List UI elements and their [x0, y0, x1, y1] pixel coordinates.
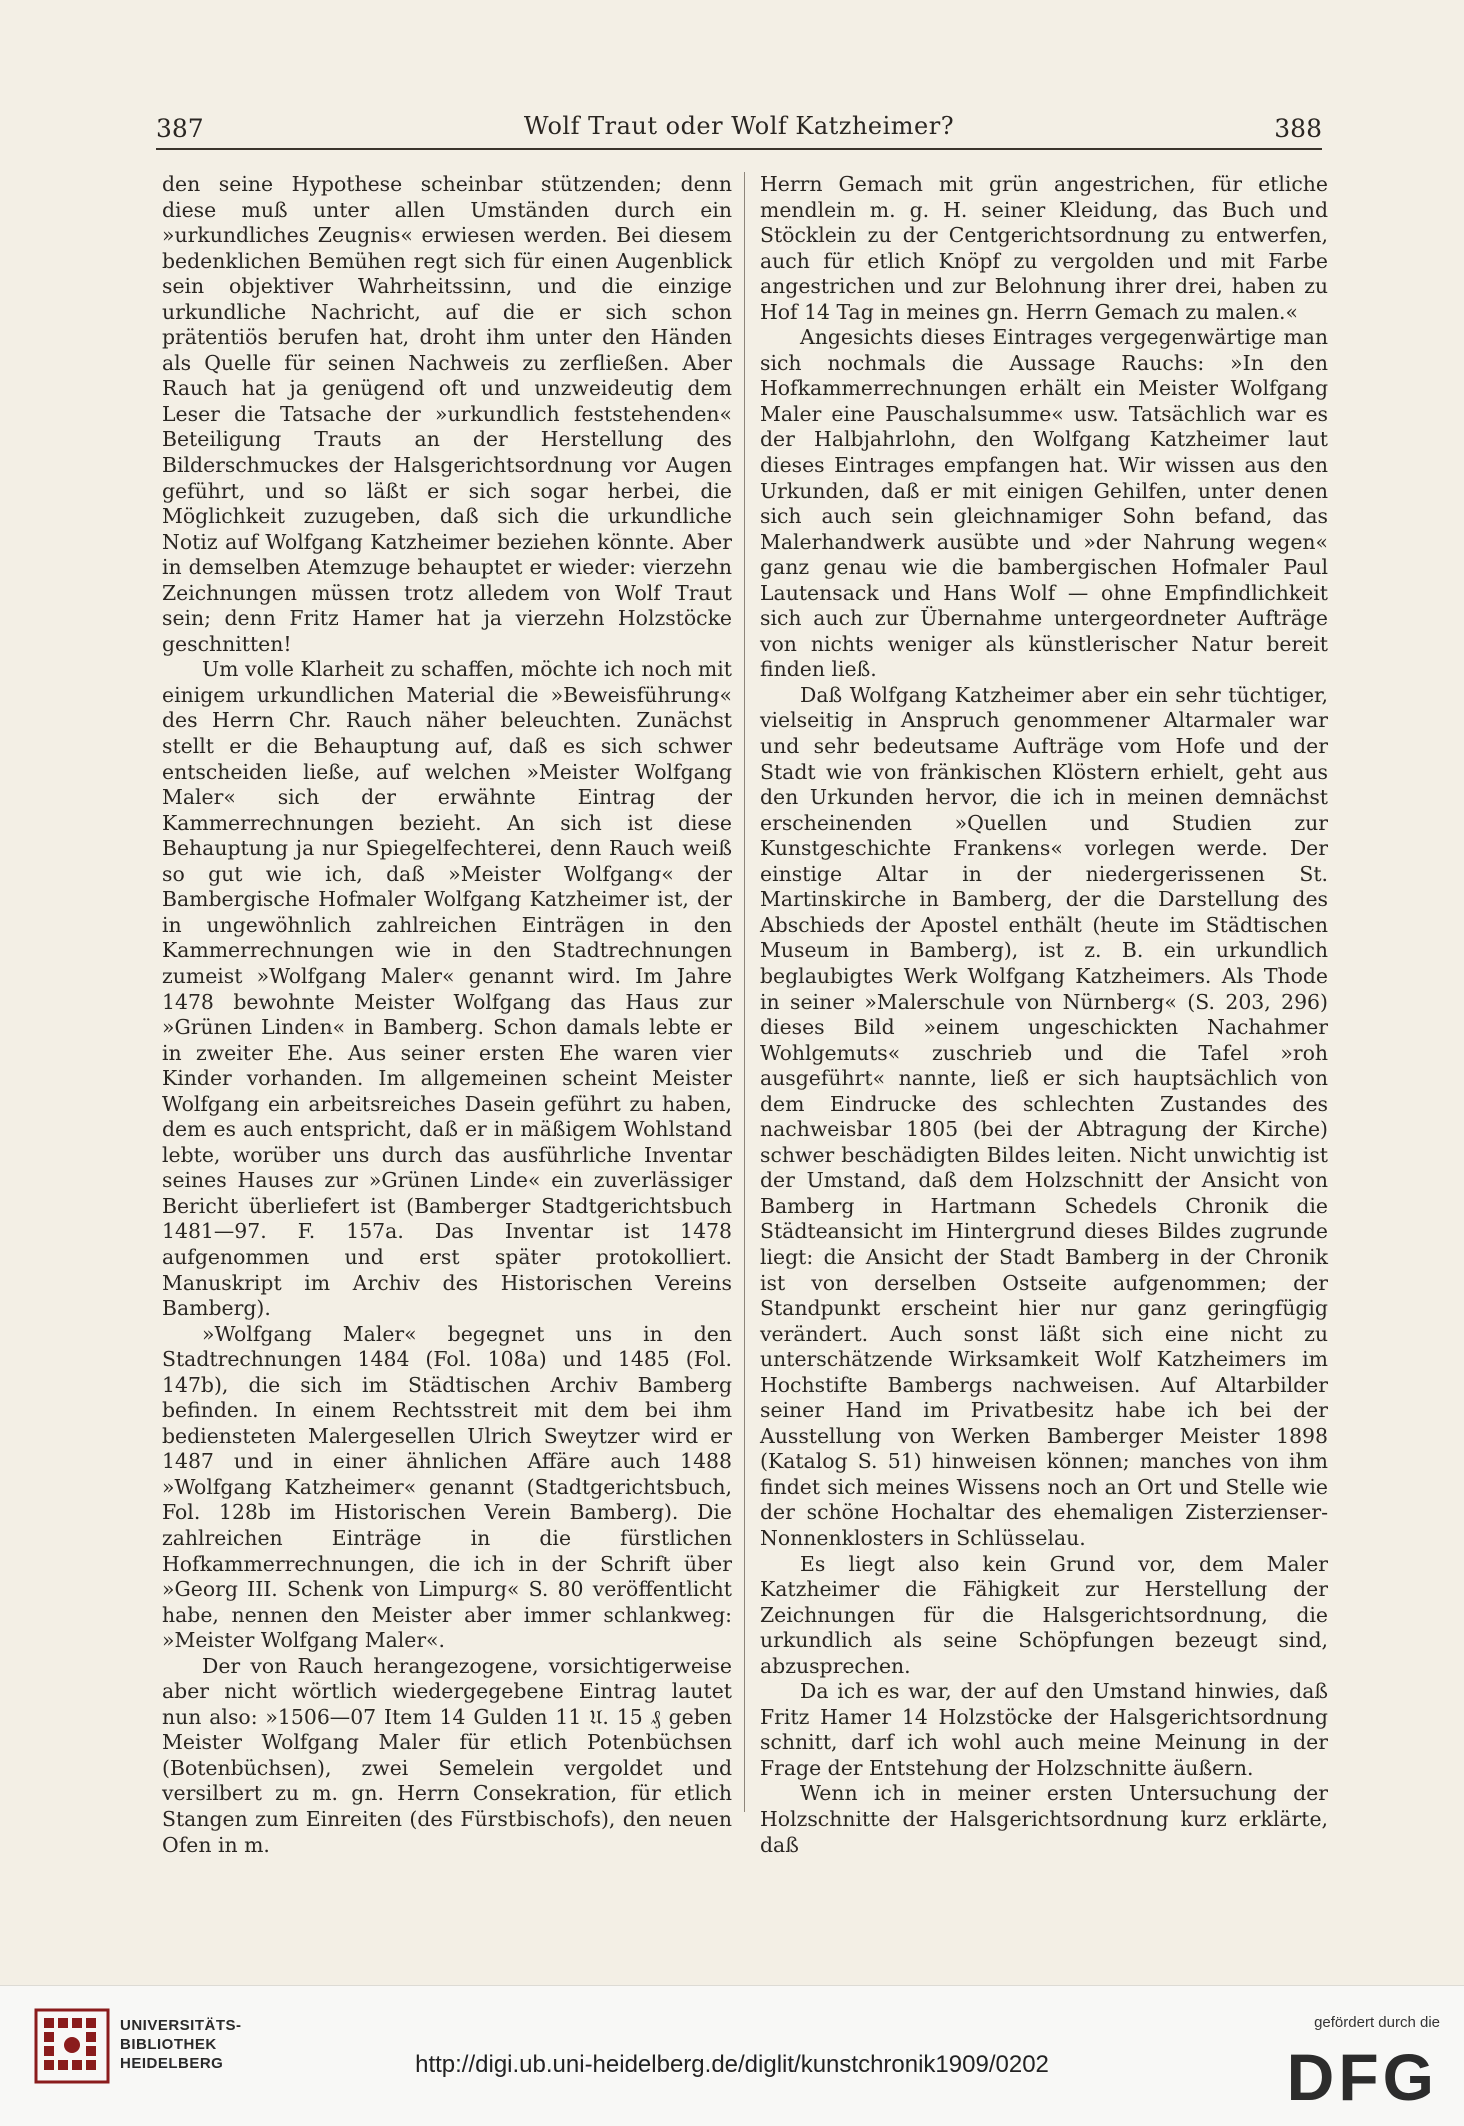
institution-line: BIBLIOTHEK: [120, 2036, 217, 2053]
page-number-right: 388: [1274, 114, 1322, 143]
paragraph: Herrn Gemach mit grün angestrichen, für etliche mendlein m. g. H. seiner Kleidung, das Buch und Stöcklein zu der Centgerichtsordnung zu entwerfen, auch für etlich Knöpf zu vergolden und mit Farbe angestrichen und zur Belohnung ihrer drei, haben zu Hof 14 Tag in meines gn. Herrn Gemach zu malen.«: [760, 172, 1328, 324]
paragraph: Der von Rauch herangezogene, vorsichtigerweise aber nicht wörtlich wiedergegebene Eintrag lautet nun also: »1506—07 Item 14 Gulden 11 𝔘. 15 ₰ geben Meister Wolfgang Maler für etlich Potenbüchsen (Botenbüchsen), zwei Semelein vergoldet und versilbert zu m. gn. Herrn Consekration, für etlich Stangen zum Einreiten (des Fürstbischofs), den neuen Ofen in m.: [162, 1653, 732, 1857]
institution-line: UNIVERSITÄTS-: [120, 2017, 242, 2034]
dfg-logo-text: DFG: [1286, 2040, 1438, 2114]
institution-line: HEIDELBERG: [120, 2055, 224, 2072]
paragraph: den seine Hypothese scheinbar stützenden; denn diese muß unter allen Umständen durch ein »urkundliches Zeugnis« erwiesen werden. Bei diesem bedenklichen Bemühen regt sich für einen Augenblick sein objektiver Wahrheitssinn, und die einzige urkundliche Nachricht, auf die er sich schon prätentiös berufen hat, droht ihm unter den Händen als Quelle für seinen Nachweis zu zerfließen. Aber Rauch hat ja genügend oft und unzweideutig dem Leser die Tatsache der »urkundlich feststehenden« Beteiligung Trauts an der Herstellung des Bilderschmuckes der Halsgerichtsordnung vor Augen geführt, und so läßt er sich sogar herbei, die Möglichkeit zuzugeben, daß sich die urkundliche Notiz auf Wolfgang Katzheimer beziehen könnte. Aber in demselben Atemzuge behauptet er wieder: vierzehn Zeichnungen müssen trotz alledem von Wolf Traut sein; denn Fritz Hamer hat ja vierzehn Holzstöcke geschnitten!: [162, 172, 732, 656]
paragraph: Es liegt also kein Grund vor, dem Maler Katzheimer die Fähigkeit zur Herstellung der Zeichnungen für die Halsgerichtsordnung, die urkundlich als seine Schöpfungen bezeugt sind, abzusprechen.: [760, 1551, 1328, 1678]
dfg-logo-icon[interactable]: [1260, 2040, 1440, 2114]
right-column: [760, 172, 1328, 1857]
running-header: [156, 108, 1322, 150]
paragraph: Da ich es war, der auf den Umstand hinwies, daß Fritz Hamer 14 Holzstöcke der Halsgerichtsordnung schnitt, darf ich wohl auch meine Meinung in der Frage der Entstehung der Holzschnitte äußern.: [760, 1679, 1328, 1780]
page-number-left: 387: [156, 114, 204, 143]
viewer-footer: [0, 1985, 1464, 2126]
permalink-url[interactable]: http://digi.ub.uni-heidelberg.de/diglit/kunstchronik1909/0202: [415, 2051, 1049, 2078]
sponsor-label: gefördert durch die: [1314, 2014, 1440, 2031]
running-title: Wolf Traut oder Wolf Katzheimer?: [523, 112, 955, 140]
paragraph: Wenn ich in meiner ersten Untersuchung der Holzschnitte der Halsgerichtsordnung kurz erklärte, daß: [760, 1781, 1328, 1857]
column-divider: [744, 172, 745, 1812]
paragraph: »Wolfgang Maler« begegnet uns in den Stadtrechnungen 1484 (Fol. 108a) und 1485 (Fol. 147b), die sich im Städtischen Archiv Bamberg befinden. In einem Rechtsstreit mit dem bei ihm bediensteten Malergesellen Ulrich Sweytzer wird er 1487 und in einer ähnlichen Affäre auch 1488 »Wolfgang Katzheimer« genannt (Stadtgerichtsbuch, Fol. 128b im Historischen Verein Bamberg). Die zahlreichen Einträge in die fürstlichen Hofkammerrechnungen, die ich in der Schrift über »Georg III. Schenk von Limpurg« S. 80 veröffentlicht habe, nennen den Meister aber immer schlankweg: »Meister Wolfgang Maler«.: [162, 1321, 732, 1653]
paragraph: Angesichts dieses Eintrages vergegenwärtige man sich nochmals die Aussage Rauchs: »In den Hofkammerrechnungen erhält ein Meister Wolfgang Maler eine Pauschalsumme« usw. Tatsächlich war es der Halbjahrlohn, den Wolfgang Katzheimer laut dieses Eintrages empfangen hat. Wir wissen aus den Urkunden, daß er mit einigen Gehilfen, unter denen sich auch sein gleichnamiger Sohn befand, das Malerhandwerk ausübte und »der Nahrung wegen« ganz genau wie die bambergischen Hofmaler Paul Lautensack und Hans Wolf — ohne Empfindlichkeit sich auch zur Übernahme untergeordneter Aufträge von nichts weniger als künstlerischer Natur bereit finden ließ.: [760, 325, 1328, 682]
left-column: [162, 172, 732, 1857]
paragraph: Um volle Klarheit zu schaffen, möchte ich noch mit einigem urkundlichen Material die »Beweisführung« des Herrn Chr. Rauch näher beleuchten. Zunächst stellt er die Behauptung auf, daß es sich schwer entscheiden ließe, auf welchen »Meister Wolfgang Maler« sich der erwähnte Eintrag der Kammerrechnungen bezieht. An sich ist diese Behauptung ja nur Spiegelfechterei, denn Rauch weiß so gut wie ich, daß »Meister Wolfgang« der Bambergische Hofmaler Wolfgang Katzheimer ist, der in ungewöhnlich zahlreichen Einträgen in den Kammerrechnungen wie in den Stadtrechnungen zumeist »Wolfgang Maler« genannt wird. Im Jahre 1478 bewohnte Meister Wolfgang das Haus zur »Grünen Linden« in Bamberg. Schon damals lebte er in zweiter Ehe. Aus seiner ersten Ehe waren vier Kinder vorhanden. Im allgemeinen scheint Meister Wolfgang ein arbeitsreiches Dasein geführt zu haben, dem es auch entspricht, daß er in mäßigem Wohlstand lebte, worüber uns durch das ausführliche Inventar seines Hauses zur »Grünen Linde« ein zuverlässiger Bericht überliefert ist (Bamberger Stadtgerichtsbuch 1481—97. F. 157a. Das Inventar ist 1478 aufgenommen und erst später protokolliert. Manuskript im Archiv des Historischen Vereins Bamberg).: [162, 657, 732, 1321]
paragraph: Daß Wolfgang Katzheimer aber ein sehr tüchtiger, vielseitig in Anspruch genommener Altarmaler war und sehr bedeutsame Aufträge vom Hofe und der Stadt wie von fränkischen Klöstern erhielt, geht aus den Urkunden hervor, die ich in meinen demnächst erscheinenden »Quellen und Studien zur Kunstgeschichte Frankens« vorlegen werde. Der einstige Altar in der niedergerissenen St. Martinskirche in Bamberg, der die Darstellung des Abschieds der Apostel enthält (heute im Städtischen Museum in Bamberg), ist z. B. ein urkundlich beglaubigtes Werk Wolfgang Katzheimers. Als Thode in seiner »Malerschule von Nürnberg« (S. 203, 296) dieses Bild »einem ungeschickten Nachahmer Wohlgemuts« zuschrieb und die Tafel »roh ausgeführt« nannte, ließ er sich hauptsächlich von dem Eindrucke des schlechten Zustandes des nachweisbar 1805 (bei der Abtragung der Kirche) schwer beschädigten Bildes leiten. Nicht unwichtig ist der Umstand, daß dem Holzschnitt der Ansicht von Bamberg in Hartmann Schedels Chronik die Städteansicht im Hintergrund dieses Bildes zugrunde liegt: die Ansicht der Stadt Bamberg in der Chronik ist von derselben Ostseite aufgenommen; der Standpunkt erscheint hier nur ganz geringfügig verändert. Auch sonst läßt sich eine nicht zu unterschätzende Wirksamkeit Wolf Katzheimers im Hochstifte Bambergs nachweisen. Auf Altarbilder seiner Hand im Privatbesitz habe ich bei der Ausstellung von Werken Bamberger Meister 1898 (Katalog S. 51) hinweisen können; manches von ihm findet sich meines Wissens noch an Ort und Stelle wie der schöne Hochaltar des ehemaligen Zisterzienser-Nonnenklosters in Schlüsselau.: [760, 682, 1328, 1550]
